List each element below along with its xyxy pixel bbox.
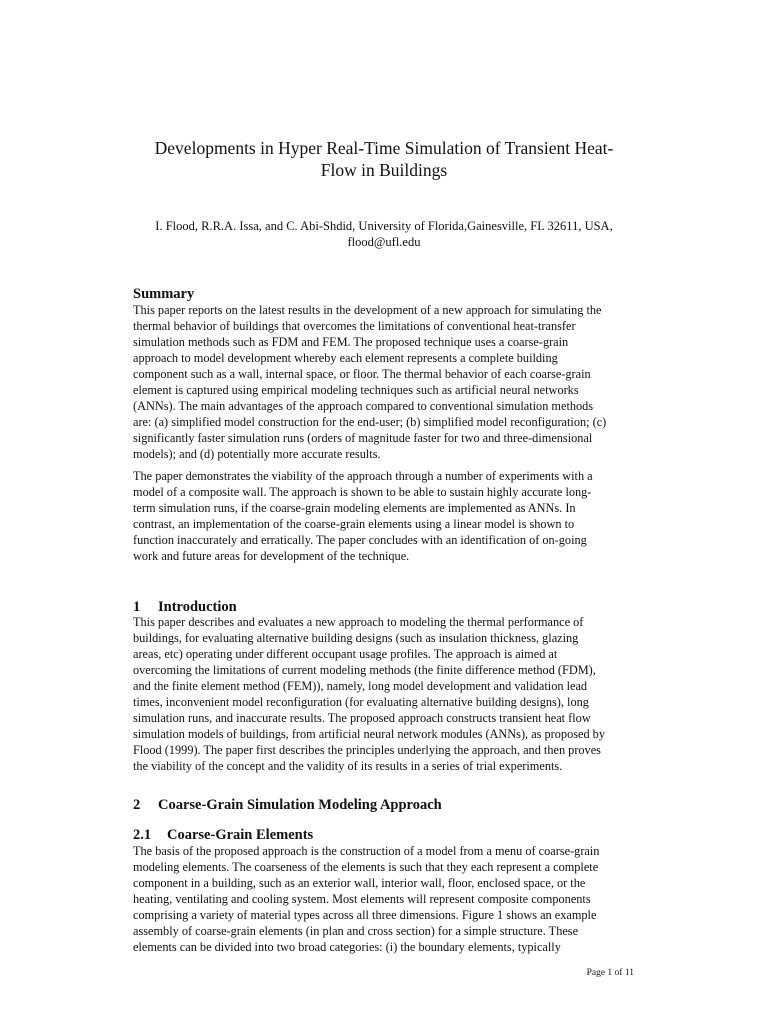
text-line: component such as a wall, internal space, or floor. The thermal behavior of each coarse-grain [133, 367, 591, 381]
text-line: models); and (d) potentially more accurate results. [133, 447, 381, 461]
summary-paragraph-1 [133, 302, 631, 462]
author-email: flood@ufl.edu [347, 235, 421, 249]
section-2-1-heading [133, 826, 313, 844]
text-line: approach to model development whereby each element represents a complete building [133, 351, 558, 365]
text-line: elements can be divided into two broad categories: (i) the boundary elements, typically [133, 940, 561, 954]
text-line: work and future areas for development of the technique. [133, 549, 410, 563]
text-line: Flood (1999). The paper first describes the principles underlying the approach, and then proves [133, 743, 601, 757]
text-line: the viability of the concept and the validity of its results in a series of trial experiments. [133, 759, 563, 773]
text-line: assembly of coarse-grain elements (in plan and cross section) for a simple structure. These [133, 924, 579, 938]
text-line: simulation runs, and inaccurate results. The proposed approach constructs transient heat flow [133, 711, 591, 725]
author-line: I. Flood, R.R.A. Issa, and C. Abi-Shdid, University of Florida,Gainesville, FL 32611, USA, [155, 219, 613, 233]
text-line: The basis of the proposed approach is the construction of a model from a menu of coarse-grain [133, 844, 600, 858]
text-line: function inaccurately and erratically. The paper concludes with an identification of on-going [133, 533, 587, 547]
text-line: (ANNs). The main advantages of the approach compared to conventional simulation methods [133, 399, 594, 413]
text-line: element is captured using empirical modeling techniques such as artificial neural networks [133, 383, 579, 397]
title-line: Flow in Buildings [320, 160, 448, 180]
text-line: This paper reports on the latest results in the development of a new approach for simulating the [133, 303, 602, 317]
introduction-paragraph [133, 614, 631, 774]
section-number: 2.1 [133, 827, 152, 843]
section-2-heading [133, 796, 442, 814]
text-line: term simulation runs, if the coarse-grain modeling elements are implemented as ANNs. In [133, 501, 576, 515]
text-line: This paper describes and evaluates a new approach to modeling the thermal performance of [133, 615, 584, 629]
section-number: 1 [133, 599, 141, 615]
coarse-grain-paragraph [133, 843, 631, 955]
text-line: model of a composite wall. The approach is shown to be able to sustain highly accurate long- [133, 485, 592, 499]
section-number: 2 [133, 797, 141, 813]
title-line: Developments in Hyper Real-Time Simulation of Transient Heat- [154, 138, 614, 158]
section-title: Coarse-Grain Simulation Modeling Approach [158, 797, 442, 813]
page-number: Page 1 of 11 [586, 968, 634, 978]
text-line: are: (a) simplified model construction for the end-user; (b) simplified model reconfiguration; (c) [133, 415, 607, 429]
section-title: Coarse-Grain Elements [167, 827, 314, 843]
text-line: significantly faster simulation runs (orders of magnitude faster for two and three-dimensional [133, 431, 593, 445]
section-title: Introduction [158, 599, 237, 615]
text-line: areas, etc) operating under different occupant usage profiles. The approach is aimed at [133, 647, 558, 661]
text-line: and the finite element method (FEM)), namely, long model development and validation lead [133, 679, 588, 693]
text-line: The paper demonstrates the viability of the approach through a number of experiments with a [133, 469, 593, 483]
summary-paragraph-2 [133, 468, 631, 564]
summary-heading: Summary [133, 286, 195, 302]
text-line: thermal behavior of buildings that overcomes the limitations of conventional heat-transfer [133, 319, 576, 333]
text-line: contrast, an implementation of the coarse-grain elements using a linear model is shown to [133, 517, 575, 531]
text-line: component in a building, such as an exterior wall, interior wall, floor, enclosed space, or the [133, 876, 586, 890]
author-affiliation [110, 218, 658, 250]
text-line: overcoming the limitations of current modeling methods (the finite difference method (FDM), [133, 663, 596, 677]
text-line: simulation models of buildings, from artificial neural network modules (ANNs), as proposed by [133, 727, 605, 741]
text-line: modeling elements. The coarseness of the elements is such that they each represent a complete [133, 860, 599, 874]
paper-title [100, 137, 668, 181]
text-line: buildings, for evaluating alternative building designs (such as insulation thickness, glazing [133, 631, 579, 645]
text-line: heating, ventilating and cooling system. Most elements will represent composite components [133, 892, 591, 906]
text-line: times, inconvenient model reconfiguration (for evaluating alternative building designs), long [133, 695, 589, 709]
text-line: comprising a variety of material types across all three dimensions. Figure 1 shows an example [133, 908, 597, 922]
text-line: simulation methods such as FDM and FEM. The proposed technique uses a coarse-grain [133, 335, 569, 349]
